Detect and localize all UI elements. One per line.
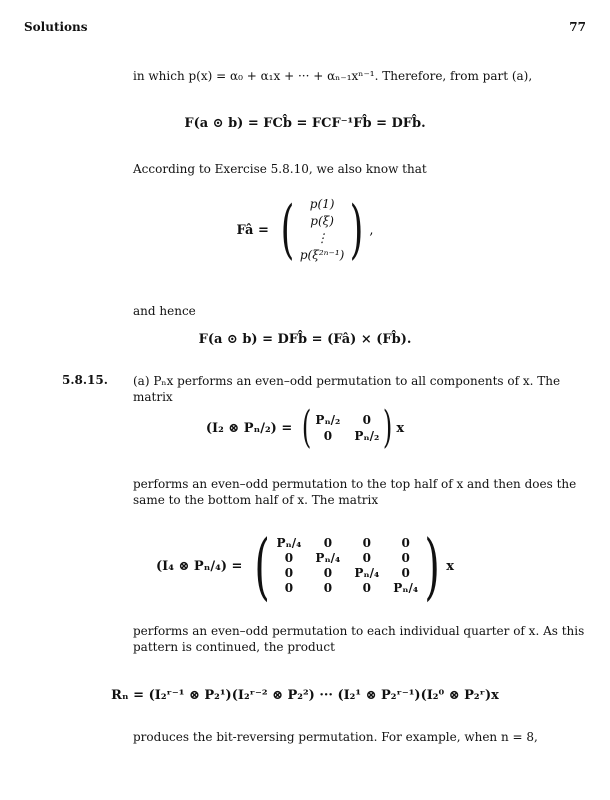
left-paren: ( — [302, 402, 312, 453]
matrix-cell: Pₙ/₄ — [393, 581, 419, 595]
running-header-section: Solutions — [24, 20, 88, 34]
equation-convolution-2: F(a ⊙ b) = DFb̂ = (Fâ) × (Fb̂). — [198, 332, 412, 347]
block-matrix-4x4 — [277, 536, 419, 596]
paragraph-part-a: (a) Pₙx performs an even–odd permutation to all components of x. The matrix — [133, 374, 561, 404]
equation-fa-vector — [0, 193, 610, 267]
matrix-cell: 0 — [323, 536, 333, 550]
matrix-cell: Pₙ/₄ — [276, 536, 302, 550]
matrix-cell: 0 — [323, 566, 333, 580]
matrix-cell: 0 — [284, 551, 294, 565]
matrix-cell: Pₙ/₂ — [354, 429, 380, 443]
matrix-cell: 0 — [284, 581, 294, 595]
matrix-cell: 0 — [401, 566, 410, 580]
page-number: 77 — [569, 20, 586, 34]
eq4-lhs: (I₂ ⊗ Pₙ/₂) = — [205, 420, 293, 436]
paragraph-top-half: performs an even–odd permutation to the top half of x and then does the same to the bottom half of x. The matrix — [133, 477, 577, 507]
matrix-cell: 0 — [323, 581, 333, 595]
matrix-cell: Pₙ/₂ — [315, 413, 341, 427]
eq2-trail: , — [369, 222, 374, 238]
matrix-cell: 0 — [362, 581, 371, 595]
matrix-cell: 0 — [284, 566, 294, 580]
eq4-rhs: x — [396, 420, 405, 436]
matrix-cell: Pₙ/₄ — [354, 566, 380, 580]
eq5-lhs: (I₄ ⊗ Pₙ/₄) = — [156, 558, 243, 574]
vector-entry: p(ξ²ⁿ⁻¹) — [299, 248, 345, 262]
matrix-cell: 0 — [401, 536, 410, 550]
vector-entry: p(1) — [309, 197, 335, 211]
matrix-cell: 0 — [362, 551, 371, 565]
left-paren: ( — [254, 524, 271, 608]
matrix-cell: 0 — [323, 429, 333, 443]
equation-convolution-1: F(a ⊙ b) = FCb̂ = FCF⁻¹Fb̂ = DFb̂. — [184, 116, 426, 131]
eq5-rhs: x — [446, 558, 454, 574]
paragraph-polynomial: in which p(x) = α₀ + α₁x + ··· + αₙ₋₁xⁿ⁻¹. Therefore, from part (a), — [133, 69, 533, 83]
paragraph-exercise-ref: According to Exercise 5.8.10, we also know that — [133, 162, 427, 176]
block-matrix-2x2 — [315, 412, 379, 444]
equation-i2-kron — [0, 402, 610, 453]
matrix-cell: Pₙ/₄ — [315, 551, 341, 565]
paragraph-and-hence: and hence — [133, 304, 196, 318]
equation-i4-kron — [0, 524, 610, 608]
exercise-label: 5.8.15. — [62, 373, 108, 387]
left-paren: ( — [280, 193, 295, 267]
right-paren: ) — [383, 402, 393, 453]
eq2-lhs: Fâ = — [236, 222, 269, 238]
paragraph-bit-reversing: produces the bit-reversing permutation. For example, when n = 8, — [133, 730, 538, 744]
right-paren: ) — [424, 524, 440, 608]
vector-entries — [300, 196, 344, 264]
vector-entry: p(ξ) — [310, 214, 334, 228]
right-paren: ) — [349, 193, 364, 267]
equation-bit-reversal-product: Rₙ = (I₂ʳ⁻¹ ⊗ P₂¹)(I₂ʳ⁻² ⊗ P₂²) ··· (I₂¹ ⊗ P₂ʳ⁻¹)(I₂⁰ ⊗ P₂ʳ)x — [111, 688, 499, 703]
matrix-cell: 0 — [362, 536, 371, 550]
matrix-cell: 0 — [362, 413, 371, 427]
paragraph-each-quarter: performs an even–odd permutation to each individual quarter of x. As this pattern is continued, the product — [133, 624, 585, 654]
vector-entry: ⋮ — [316, 231, 329, 245]
matrix-cell: 0 — [401, 551, 410, 565]
